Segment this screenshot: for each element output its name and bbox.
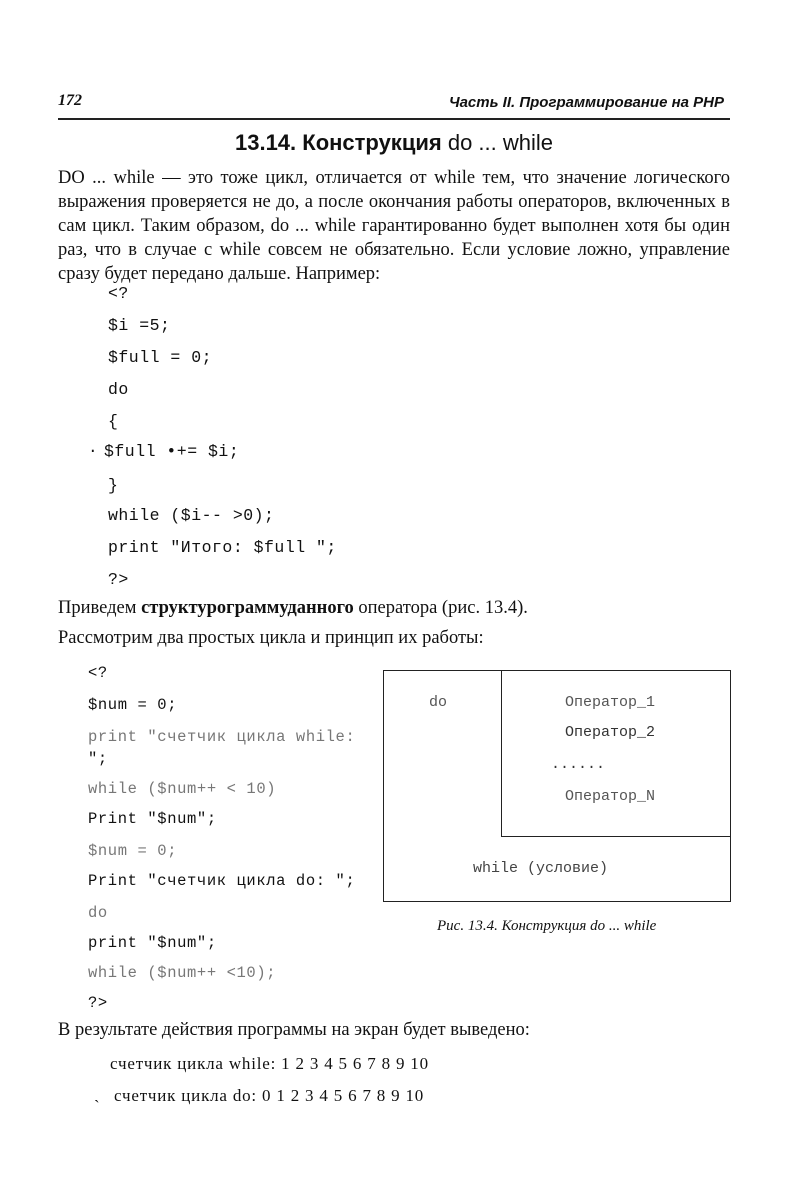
- output-line: счетчик цикла do: 0 1 2 3 4 5 6 7 8 9 10: [114, 1086, 425, 1105]
- section-title-text: 13.14. Конструкция: [234, 130, 442, 155]
- diagram-divider-vertical: [501, 670, 502, 836]
- running-title: Часть II. Программирование на PHP: [448, 94, 724, 111]
- figure-caption: Рис. 13.4. Конструкция do ... while: [437, 918, 657, 934]
- code-line: print "$num";: [88, 934, 217, 952]
- page-number: 172: [58, 92, 82, 109]
- output-line: счетчик цикла while: 1 2 3 4 5 6 7 8 9 10: [110, 1054, 429, 1073]
- code-line: <?: [108, 284, 129, 303]
- result-sentence: В результате действия программы на экран будет выведено:: [58, 1020, 530, 1040]
- output-tick: ˎ: [94, 1084, 101, 1103]
- code-line: ";: [88, 750, 108, 768]
- code-line: print "Итого: $full ";: [108, 538, 337, 557]
- stray-dot: ·: [88, 442, 98, 460]
- code-line: $i =5;: [108, 316, 171, 335]
- code-line: Print "счетчик цикла do: ";: [88, 872, 356, 890]
- code-line: while ($num++ <10);: [88, 964, 277, 982]
- code-line: do: [88, 904, 108, 922]
- section-title: [0, 130, 788, 156]
- code-line: {: [108, 412, 119, 431]
- sentence-part: Приведем: [58, 598, 142, 618]
- code-line: while ($num++ < 10): [88, 780, 277, 798]
- code-line: <?: [88, 664, 108, 682]
- sentence-bold-part: структурограммуданного: [141, 598, 354, 618]
- code-line: }: [108, 476, 119, 495]
- code-line: do: [108, 380, 129, 399]
- diagram-operator: Оператор_2: [565, 724, 656, 741]
- figure-reference-sentence: [58, 598, 528, 619]
- code-line: $num = 0;: [88, 842, 178, 860]
- diagram-divider-horizontal: [501, 836, 730, 837]
- two-loops-sentence: Рассмотрим два простых цикла и принцип их работы:: [58, 628, 484, 648]
- intro-paragraph: DO ... while — это тоже цикл, отличается от while тем, что значение логического выражения проверяется не до, а после окончания работы операторов, включенных в сам цикл. Таким образом, do ... while гарантированно будет выполнен хотя бы один раз, что в случае с while совсем не обязательно. Если условие ложно, управление сразу будет передано дальше. Например:: [58, 168, 730, 284]
- diagram-operator: Оператор_N: [565, 788, 656, 805]
- diagram-while-label: while (условие): [473, 860, 609, 877]
- code-line: $num = 0;: [88, 696, 178, 714]
- section-title-code: do ... while: [447, 130, 554, 155]
- code-line: Print "$num";: [88, 810, 217, 828]
- code-line: print "счетчик цикла while:: [88, 728, 356, 746]
- code-line: $full •+= $i;: [104, 442, 240, 461]
- diagram-operator-ellipsis: ......: [551, 756, 606, 773]
- sentence-part: оператора (рис. 13.4).: [353, 598, 528, 618]
- structure-diagram: [383, 670, 731, 902]
- header-rule: [58, 118, 730, 120]
- code-line: ?>: [108, 570, 129, 589]
- diagram-do-label: do: [429, 694, 448, 711]
- code-line: $full = 0;: [108, 348, 213, 367]
- code-line: ?>: [88, 994, 108, 1012]
- diagram-operator: Оператор_1: [565, 694, 656, 711]
- code-line: while ($i-- >0);: [108, 506, 275, 525]
